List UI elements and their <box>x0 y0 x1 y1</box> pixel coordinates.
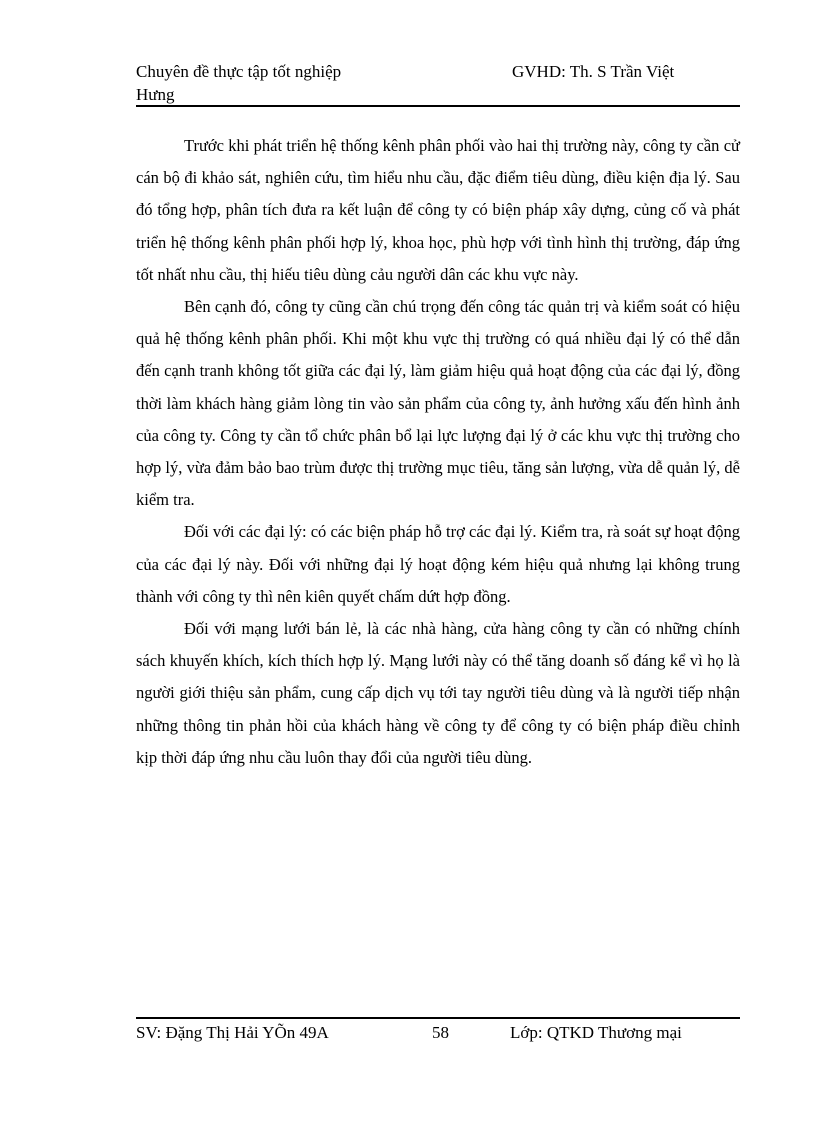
footer-class-text: Lớp: QTKD Thương mại <box>510 1023 682 1042</box>
header-divider <box>136 105 740 107</box>
footer-divider <box>136 1017 740 1019</box>
page-number: 58 <box>432 1023 449 1042</box>
document-body <box>136 130 740 774</box>
header-left-text: Chuyên đề thực tập tốt nghiệp Hưng <box>136 62 342 104</box>
footer-student-text: SV: Đặng Thị Hải YÕn 49A <box>136 1023 329 1042</box>
paragraph: Đối với mạng lưới bán lẻ, là các nhà hàng, cửa hàng công ty cần có những chính sách khuyến khích, kích thích hợp lý. Mạng lưới này có thể tăng doanh số đáng kể vì họ là người giới thiệu sản phẩm, cung cấp dịch vụ tới tay người tiêu dùng và là người tiếp nhận những thông tin phản hồi của khách hàng về công ty để công ty có biện pháp điều chỉnh kịp thời đáp ứng nhu cầu luôn thay đổi của người tiêu dùng. <box>136 619 740 767</box>
paragraph: Trước khi phát triển hệ thống kênh phân phối vào hai thị trường này, công ty cần cử cán bộ đi khảo sát, nghiên cứu, tìm hiểu nhu cầu, đặc điểm tiêu dùng, điều kiện địa lý. Sau đó tổng hợp, phân tích đưa ra kết luận để công ty có biện pháp xây dựng, củng cố và phát triển hệ thống kênh phân phối hợp lý, khoa học, phù hợp với tình hình thị trường, đáp ứng tốt nhất nhu cầu, thị hiếu tiêu dùng cảu người dân các khu vực này. <box>136 136 740 284</box>
paragraph: Đối với các đại lý: có các biện pháp hỗ trợ các đại lý. Kiểm tra, rà soát sự hoạt động của các đại lý này. Đối với những đại lý hoạt động kém hiệu quả nhưng lại không trung thành với công ty thì nên kiên quyết chấm dứt hợp đồng. <box>136 522 740 606</box>
paragraph: Bên cạnh đó, công ty cũng cần chú trọng đến công tác quản trị và kiểm soát có hiệu quả hệ thống kênh phân phối. Khi một khu vực thị trường có quá nhiều đại lý có thể dẫn đến cạnh tranh không tốt giữa các đại lý, làm giảm hiệu quả hoạt động của các đại lý, đồng thời làm khách hàng giảm lòng tin vào sản phẩm của công ty, ảnh hưởng xấu đến hình ảnh của công ty. Công ty cần tổ chức phân bổ lại lực lượng đại lý ở các khu vực thị trường cho hợp lý, vừa đảm bảo bao trùm được thị trường mục tiêu, tăng sản lượng, vừa dễ quản lý, dễ kiểm tra. <box>136 297 740 510</box>
header-right-text: GVHD: Th. S Trần Việt <box>512 62 675 81</box>
